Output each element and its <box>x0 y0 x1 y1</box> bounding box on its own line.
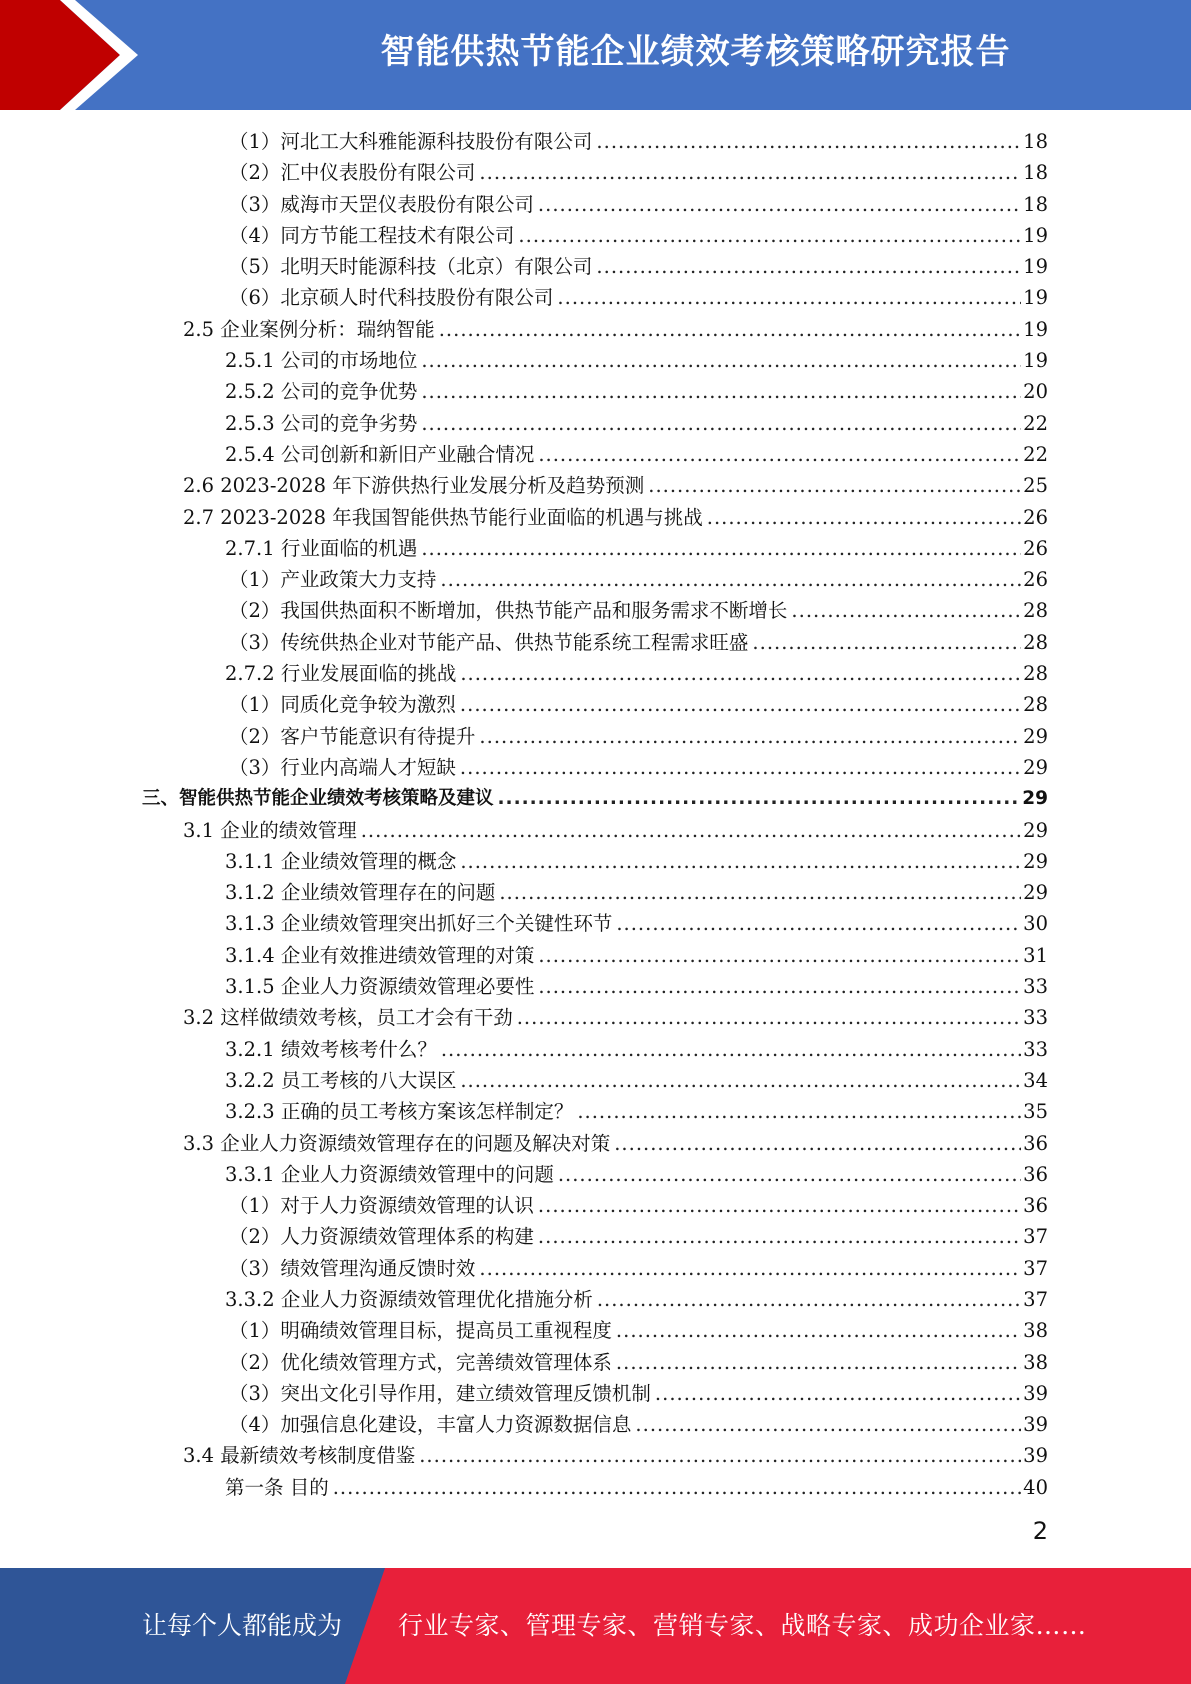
toc-dot-leader <box>439 314 1021 345</box>
toc-entry[interactable] <box>0 1096 1191 1127</box>
toc-entry-page: 26 <box>1023 536 1048 560</box>
toc-entry-title: （1）明确绩效管理目标，提高员工重视程度 <box>229 1319 612 1343</box>
toc-entry-title: 2.5.4 公司创新和新旧产业融合情况 <box>225 442 535 466</box>
toc-entry-title: 3.1.3 企业绩效管理突出抓好三个关键性环节 <box>225 912 613 936</box>
toc-entry-title: （2）客户节能意识有待提升 <box>229 724 476 748</box>
toc-entry-page: 33 <box>1023 975 1048 999</box>
toc-entry[interactable] <box>0 189 1191 220</box>
toc-dot-leader <box>518 220 1021 251</box>
toc-entry-title: （3）威海市天罡仪表股份有限公司 <box>229 192 534 216</box>
toc-entry-page: 22 <box>1023 411 1048 435</box>
toc-entry[interactable] <box>0 1253 1191 1284</box>
page-number: 2 <box>1032 1517 1048 1545</box>
toc-entry-title: 2.7.1 行业面临的机遇 <box>225 536 418 560</box>
toc-entry[interactable] <box>0 940 1191 971</box>
toc-entry[interactable] <box>0 1159 1191 1190</box>
toc-entry-title: 2.5.1 公司的市场地位 <box>225 349 418 373</box>
toc-entry-page: 29 <box>1023 755 1048 779</box>
toc-entry[interactable] <box>0 846 1191 877</box>
toc-entry-title: 3.2 这样做绩效考核，员工才会有干劲 <box>183 1006 513 1030</box>
toc-entry-title: 2.7 2023-2028 年我国智能供热节能行业面临的机遇与挑战 <box>183 505 703 529</box>
toc-entry[interactable] <box>0 627 1191 658</box>
toc-entry-title: （2）人力资源绩效管理体系的构建 <box>229 1225 534 1249</box>
toc-entry[interactable] <box>0 1128 1191 1159</box>
toc-dot-leader <box>441 1034 1021 1065</box>
toc-dot-leader <box>635 1409 1021 1440</box>
toc-entry[interactable] <box>0 1347 1191 1378</box>
toc-entry-page: 19 <box>1023 223 1048 247</box>
toc-entry-title: 第一条 目的 <box>225 1475 329 1499</box>
toc-entry-page: 22 <box>1023 442 1048 466</box>
toc-dot-leader <box>538 189 1021 220</box>
header-banner <box>0 0 1191 110</box>
toc-entry-title: （4）同方节能工程技术有限公司 <box>229 223 515 247</box>
toc-entry-title: （1）产业政策大力支持 <box>229 568 437 592</box>
toc-entry[interactable] <box>0 470 1191 501</box>
toc-dot-leader <box>538 439 1021 470</box>
header-red-arrow-shape <box>0 0 150 110</box>
toc-entry-title: 2.5.3 公司的竞争劣势 <box>225 411 418 435</box>
toc-dot-leader <box>577 1096 1021 1127</box>
toc-entry-page: 18 <box>1023 192 1048 216</box>
footer-slogan-right: 行业专家、管理专家、营销专家、战略专家、成功企业家…… <box>398 1611 1087 1640</box>
toc-dot-leader <box>479 721 1021 752</box>
toc-dot-leader <box>421 345 1021 376</box>
toc-entry-page: 25 <box>1023 474 1048 498</box>
toc-entry-title: （1）对于人力资源绩效管理的认识 <box>229 1194 534 1218</box>
toc-dot-leader <box>421 533 1021 564</box>
toc-entry[interactable] <box>0 1065 1191 1096</box>
toc-entry-page: 36 <box>1023 1131 1048 1155</box>
toc-dot-leader <box>421 408 1021 439</box>
toc-entry-page: 20 <box>1023 380 1048 404</box>
toc-entry-page: 30 <box>1023 912 1048 936</box>
toc-entry-title: 2.5 企业案例分析：瑞纳智能 <box>183 317 435 341</box>
toc-entry[interactable] <box>0 1409 1191 1440</box>
toc-entry[interactable] <box>0 533 1191 564</box>
toc-entry-page: 28 <box>1023 599 1048 623</box>
toc-dot-leader <box>557 282 1021 313</box>
toc-dot-leader <box>498 783 1021 814</box>
toc-entry-page: 31 <box>1023 943 1048 967</box>
toc-dot-leader <box>596 126 1021 157</box>
toc-entry-page: 19 <box>1023 349 1048 373</box>
toc-entry-title: 3.1 企业的绩效管理 <box>183 818 357 842</box>
toc-entry[interactable] <box>0 815 1191 846</box>
footer-banner <box>0 1568 1191 1684</box>
toc-entry[interactable] <box>0 220 1191 251</box>
toc-entry-page: 29 <box>1022 788 1048 810</box>
toc-entry[interactable] <box>0 1472 1191 1503</box>
toc-entry[interactable] <box>0 157 1191 188</box>
toc-dot-leader <box>752 627 1021 658</box>
toc-entry[interactable] <box>0 439 1191 470</box>
toc-dot-leader <box>460 846 1021 877</box>
toc-dot-leader <box>440 564 1021 595</box>
toc-entry[interactable] <box>0 126 1191 157</box>
toc-dot-leader <box>648 470 1021 501</box>
toc-dot-leader <box>460 689 1021 720</box>
toc-entry-title: 3.1.1 企业绩效管理的概念 <box>225 849 457 873</box>
toc-entry-page: 28 <box>1023 662 1048 686</box>
toc-entry-page: 19 <box>1023 317 1048 341</box>
toc-dot-leader <box>479 157 1021 188</box>
toc-entry-title: 3.4 最新绩效考核制度借鉴 <box>183 1444 416 1468</box>
toc-entry-page: 35 <box>1023 1100 1048 1124</box>
toc-entry-page: 19 <box>1023 255 1048 279</box>
toc-entry[interactable] <box>0 783 1191 814</box>
toc-dot-leader <box>517 1002 1021 1033</box>
toc-entry[interactable] <box>0 658 1191 689</box>
toc-entry-page: 28 <box>1023 693 1048 717</box>
toc-dot-leader <box>538 1190 1021 1221</box>
toc-entry-page: 39 <box>1023 1381 1048 1405</box>
toc-entry-title: （4）加强信息化建设，丰富人力资源数据信息 <box>229 1413 632 1437</box>
toc-entry[interactable] <box>0 1378 1191 1409</box>
toc-entry-page: 39 <box>1023 1444 1048 1468</box>
toc-entry-title: 2.5.2 公司的竞争优势 <box>225 380 418 404</box>
toc-entry-title: 3.1.5 企业人力资源绩效管理必要性 <box>225 975 535 999</box>
toc-dot-leader <box>614 1128 1021 1159</box>
toc-entry-title: 3.3.2 企业人力资源绩效管理优化措施分析 <box>225 1287 593 1311</box>
toc-dot-leader <box>361 815 1021 846</box>
toc-dot-leader <box>499 877 1021 908</box>
toc-entry-title: 3.1.4 企业有效推进绩效管理的对策 <box>225 943 535 967</box>
toc-entry-title: 2.6 2023-2028 年下游供热行业发展分析及趋势预测 <box>183 474 645 498</box>
toc-entry-title: （2）汇中仪表股份有限公司 <box>229 161 476 185</box>
toc-entry[interactable] <box>0 1284 1191 1315</box>
toc-dot-leader <box>597 1284 1021 1315</box>
toc-entry-page: 28 <box>1023 630 1048 654</box>
toc-dot-leader <box>791 595 1021 626</box>
table-of-contents <box>0 126 1191 1503</box>
toc-dot-leader <box>558 1159 1021 1190</box>
toc-entry[interactable] <box>0 752 1191 783</box>
toc-entry-page: 37 <box>1023 1225 1048 1249</box>
toc-entry[interactable] <box>0 314 1191 345</box>
toc-dot-leader <box>333 1472 1021 1503</box>
toc-dot-leader <box>616 1347 1021 1378</box>
toc-entry-title: 3.3.1 企业人力资源绩效管理中的问题 <box>225 1162 554 1186</box>
toc-entry[interactable] <box>0 282 1191 313</box>
toc-entry-page: 40 <box>1023 1475 1048 1499</box>
toc-entry-title: （2）我国供热面积不断增加，供热节能产品和服务需求不断增长 <box>229 599 788 623</box>
toc-entry[interactable] <box>0 908 1191 939</box>
toc-dot-leader <box>707 502 1021 533</box>
toc-dot-leader <box>460 658 1021 689</box>
toc-entry[interactable] <box>0 1440 1191 1471</box>
toc-entry-title: （6）北京硕人时代科技股份有限公司 <box>229 286 554 310</box>
toc-entry-title: （1）河北工大科雅能源科技股份有限公司 <box>229 130 593 153</box>
toc-entry[interactable] <box>0 1221 1191 1252</box>
toc-entry[interactable] <box>0 345 1191 376</box>
toc-entry-title: （3）绩效管理沟通反馈时效 <box>229 1256 476 1280</box>
toc-entry-page: 26 <box>1023 505 1048 529</box>
toc-entry-page: 18 <box>1023 161 1048 185</box>
toc-entry-title: 2.7.2 行业发展面临的挑战 <box>225 662 457 686</box>
toc-dot-leader <box>616 908 1021 939</box>
toc-entry[interactable] <box>0 502 1191 533</box>
toc-entry-title: （3）传统供热企业对节能产品、供热节能系统工程需求旺盛 <box>229 630 749 654</box>
toc-entry-title: 3.2.1 绩效考核考什么？ <box>225 1037 437 1061</box>
toc-entry-title: （2）优化绩效管理方式，完善绩效管理体系 <box>229 1350 612 1374</box>
toc-dot-leader <box>419 1440 1021 1471</box>
toc-entry-page: 19 <box>1023 286 1048 310</box>
toc-entry[interactable] <box>0 1315 1191 1346</box>
toc-entry[interactable] <box>0 595 1191 626</box>
toc-entry-title: （5）北明天时能源科技（北京）有限公司 <box>229 255 593 279</box>
toc-entry[interactable] <box>0 1034 1191 1065</box>
toc-entry-page: 29 <box>1023 849 1048 873</box>
toc-entry-page: 29 <box>1023 724 1048 748</box>
toc-entry[interactable] <box>0 971 1191 1002</box>
toc-entry-page: 36 <box>1023 1162 1048 1186</box>
toc-entry-title: 3.1.2 企业绩效管理存在的问题 <box>225 881 496 905</box>
toc-entry[interactable] <box>0 721 1191 752</box>
toc-entry[interactable] <box>0 1190 1191 1221</box>
toc-entry-page: 26 <box>1023 568 1048 592</box>
toc-dot-leader <box>460 1065 1021 1096</box>
toc-dot-leader <box>616 1315 1021 1346</box>
toc-dot-leader <box>479 1253 1021 1284</box>
toc-dot-leader <box>421 376 1021 407</box>
toc-entry-page: 29 <box>1023 818 1048 842</box>
toc-dot-leader <box>596 251 1021 282</box>
toc-entry-page: 33 <box>1023 1006 1048 1030</box>
toc-entry-title: （3）行业内高端人才短缺 <box>229 755 456 779</box>
toc-entry-title: 3.2.2 员工考核的八大误区 <box>225 1068 457 1092</box>
toc-entry-page: 38 <box>1023 1350 1048 1374</box>
toc-entry[interactable] <box>0 376 1191 407</box>
toc-entry[interactable] <box>0 251 1191 282</box>
toc-entry-title: 3.3 企业人力资源绩效管理存在的问题及解决对策 <box>183 1131 611 1155</box>
toc-dot-leader <box>655 1378 1021 1409</box>
toc-entry-page: 29 <box>1023 881 1048 905</box>
toc-entry-page: 18 <box>1023 130 1048 153</box>
report-title: 智能供热节能企业绩效考核策略研究报告 <box>380 32 1011 72</box>
toc-entry[interactable] <box>0 408 1191 439</box>
toc-entry-page: 38 <box>1023 1319 1048 1343</box>
toc-entry-page: 37 <box>1023 1287 1048 1311</box>
toc-entry-title: （3）突出文化引导作用，建立绩效管理反馈机制 <box>229 1381 651 1405</box>
toc-entry-page: 36 <box>1023 1194 1048 1218</box>
toc-entry[interactable] <box>0 564 1191 595</box>
toc-entry-title: 三、智能供热节能企业绩效考核策略及建议 <box>142 788 494 810</box>
toc-entry-page: 34 <box>1023 1068 1048 1092</box>
toc-entry[interactable] <box>0 877 1191 908</box>
toc-entry-page: 39 <box>1023 1413 1048 1437</box>
toc-entry-page: 33 <box>1023 1037 1048 1061</box>
toc-entry-page: 37 <box>1023 1256 1048 1280</box>
toc-entry[interactable] <box>0 689 1191 720</box>
toc-dot-leader <box>460 752 1021 783</box>
toc-entry-title: 3.2.3 正确的员工考核方案该怎样制定？ <box>225 1100 574 1124</box>
toc-dot-leader <box>538 940 1021 971</box>
toc-dot-leader <box>538 1221 1021 1252</box>
toc-dot-leader <box>538 971 1021 1002</box>
toc-entry[interactable] <box>0 1002 1191 1033</box>
footer-slogan-left: 让每个人都能成为 <box>142 1611 343 1640</box>
toc-entry-title: （1）同质化竞争较为激烈 <box>229 693 456 717</box>
